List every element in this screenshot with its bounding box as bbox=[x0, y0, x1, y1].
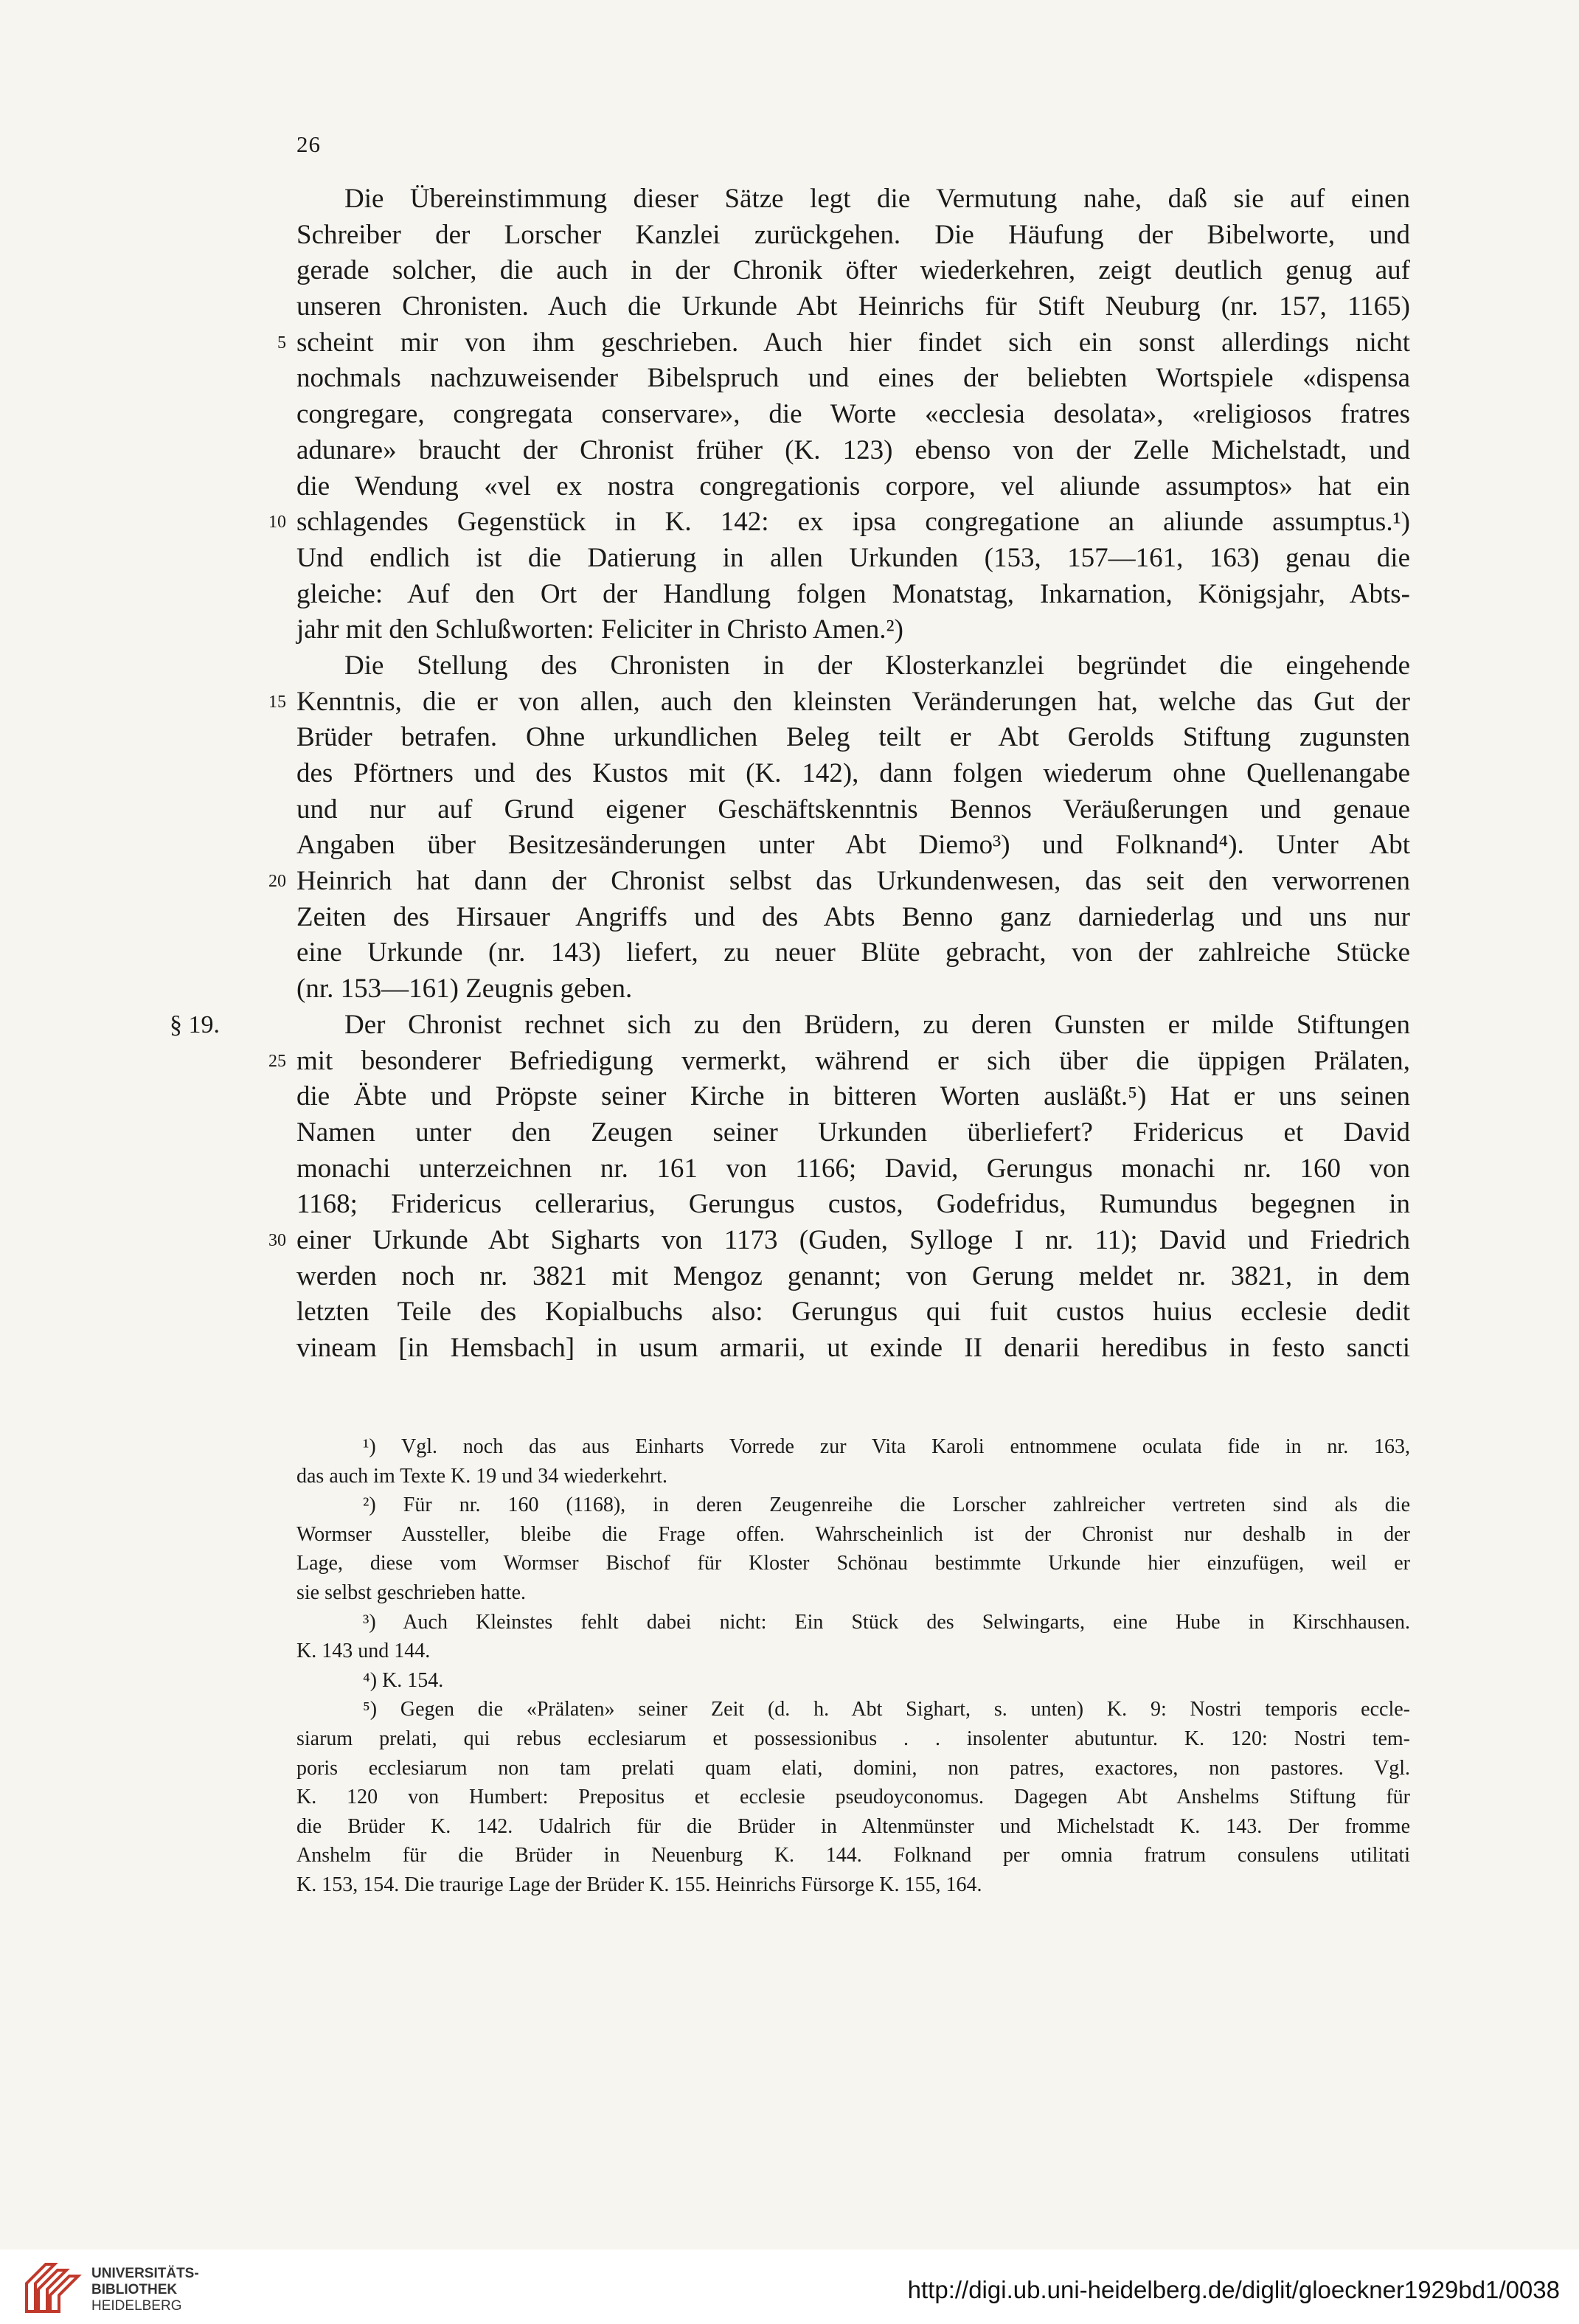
text-line bbox=[296, 253, 1410, 289]
line-text: Zeiten des Hirsauer Angriffs und des Abts Benno ganz darniederlag und uns nur bbox=[296, 901, 1410, 932]
line-number: 25 bbox=[268, 1051, 286, 1071]
text-line bbox=[296, 397, 1410, 433]
text-line bbox=[296, 541, 1410, 577]
footnote-line: Lage, diese vom Wormser Bischof für Kloster Schönau bestimmte Urkunde hier einzufügen, weil er bbox=[296, 1552, 1410, 1575]
line-text: gleiche: Auf den Ort der Handlung folgen Monatstag, Inkarnation, Königsjahr, Abts- bbox=[296, 578, 1410, 609]
line-text: gerade solcher, die auch in der Chronik öfter wiederkehren, zeigt deutlich genug auf bbox=[296, 255, 1410, 286]
library-name bbox=[91, 2266, 199, 2314]
text-line bbox=[296, 433, 1410, 469]
line-text: werden noch nr. 3821 mit Mengoz genannt; von Gerung meldet nr. 3821, in dem bbox=[296, 1260, 1410, 1291]
source-url[interactable]: http://digi.ub.uni-heidelberg.de/diglit/gloeckner1929bd1/0038 bbox=[907, 2276, 1560, 2303]
text-line bbox=[296, 1151, 1410, 1187]
text-line bbox=[296, 1259, 1410, 1295]
text-line bbox=[296, 612, 1410, 648]
footnote-line: ¹) Vgl. noch das aus Einharts Vorrede zur Vita Karoli entnommene oculata fide in nr. 163, bbox=[363, 1435, 1410, 1458]
body-text bbox=[170, 181, 1410, 1367]
text-line bbox=[296, 181, 1410, 218]
text-line bbox=[296, 720, 1410, 756]
text-line bbox=[296, 289, 1410, 325]
line-text: vineam [in Hemsbach] in usum armarii, ut exinde II denarii heredibus in festo sancti bbox=[296, 1333, 1410, 1363]
text-line bbox=[296, 1079, 1410, 1115]
text-line bbox=[296, 935, 1410, 971]
footnote-line: Anshelm für die Brüder in Neuenburg K. 144. Folknand per omnia fratrum consulens utilitati bbox=[296, 1844, 1410, 1867]
text-line bbox=[296, 900, 1410, 936]
text-line bbox=[296, 469, 1410, 505]
text-line bbox=[296, 1187, 1410, 1223]
line-text: Heinrich hat dann der Chronist selbst das Urkundenwesen, das seit den verworrenen bbox=[296, 866, 1410, 897]
line-text: Namen unter den Zeugen seiner Urkunden überliefert? Fridericus et David bbox=[296, 1117, 1410, 1148]
line-number: 15 bbox=[268, 692, 286, 712]
text-line bbox=[296, 648, 1410, 684]
line-text: Die Stellung des Chronisten in der Klosterkanzlei begründet die eingehende bbox=[344, 650, 1410, 681]
page-number: 26 bbox=[296, 131, 321, 157]
line-number: 5 bbox=[277, 333, 286, 353]
text-line bbox=[296, 971, 1410, 1007]
text-line bbox=[170, 1007, 1410, 1044]
library-name-line3: HEIDELBERG bbox=[91, 2298, 182, 2314]
ub-heidelberg-logo-icon bbox=[21, 2258, 86, 2317]
line-text: Der Chronist rechnet sich zu den Brüdern, zu deren Gunsten er milde Stiftungen bbox=[344, 1009, 1410, 1040]
line-text: 1168; Fridericus cellerarius, Gerungus custos, Godefridus, Rumundus begegnen in bbox=[296, 1189, 1410, 1220]
line-text: unseren Chronisten. Auch die Urkunde Abt Heinrichs für Stift Neuburg (nr. 157, 1165) bbox=[296, 291, 1410, 322]
line-text: schlagendes Gegenstück in K. 142: ex ipsa congregatione an aliunde assumptus.¹) bbox=[296, 507, 1410, 538]
section-mark: § 19. bbox=[170, 1010, 220, 1038]
library-name-line1: UNIVERSITÄTS- bbox=[91, 2266, 199, 2281]
footnote-line: K. 153, 154. Die traurige Lage der Brüder K. 155. Heinrichs Fürsorge K. 155, 164. bbox=[296, 1873, 982, 1896]
line-text: monachi unterzeichnen nr. 161 von 1166; David, Gerungus monachi nr. 160 von bbox=[296, 1153, 1410, 1184]
text-line bbox=[296, 756, 1410, 792]
text-line bbox=[268, 504, 1410, 541]
footnote-line: das auch im Texte K. 19 und 34 wiederkehrt. bbox=[296, 1464, 667, 1488]
footnote-line: ³) Auch Kleinstes fehlt dabei nicht: Ein Stück des Selwingarts, eine Hube in Kirschhausen. bbox=[363, 1610, 1410, 1634]
footnote-line: siarum prelati, qui rebus ecclesiarum et possessionibus . . insolenter abutuntur. K. 120: Nostri tem- bbox=[296, 1727, 1410, 1750]
text-line bbox=[296, 218, 1410, 254]
line-text: Kenntnis, die er von allen, auch den kleinsten Veränderungen hat, welche das Gut der bbox=[296, 686, 1410, 717]
line-text: des Pförtners und des Kustos mit (K. 142), dann folgen wiederum ohne Quellenangabe bbox=[296, 758, 1410, 788]
footnote-line: sie selbst geschrieben hatte. bbox=[296, 1581, 527, 1604]
line-text: und nur auf Grund eigener Geschäftskenntnis Bennos Veräußerungen und genaue bbox=[296, 794, 1410, 825]
line-text: Angaben über Besitzesänderungen unter Abt Diemo³) und Folknand⁴). Unter Abt bbox=[296, 830, 1410, 861]
footnote-line: poris ecclesiarum non tam prelati quam elati, domini, non patres, exactores, non pastores. Vgl. bbox=[296, 1756, 1410, 1780]
line-text: die Äbte und Pröpste seiner Kirche in bitteren Worten ausläßt.⁵) Hat er uns seinen bbox=[296, 1081, 1410, 1112]
line-text: Schreiber der Lorscher Kanzlei zurückgehen. Die Häufung der Bibelworte, und bbox=[296, 219, 1410, 250]
line-number: 20 bbox=[268, 872, 286, 892]
text-line bbox=[268, 864, 1410, 900]
footnote-line: K. 120 von Humbert: Prepositus et ecclesie pseudoyconomus. Dagegen Abt Anshelms Stiftung für bbox=[296, 1786, 1410, 1809]
footnote-line: ⁵) Gegen die «Prälaten» seiner Zeit (d. h. Abt Sighart, s. unten) K. 9: Nostri temporis eccle- bbox=[363, 1698, 1410, 1721]
line-text: einer Urkunde Abt Sigharts von 1173 (Guden, Sylloge I nr. 11); David und Friedrich bbox=[296, 1224, 1410, 1255]
text-line bbox=[268, 684, 1410, 721]
line-number: 30 bbox=[268, 1230, 286, 1250]
footnote-line: die Brüder K. 142. Udalrich für die Brüder in Altenmünster und Michelstadt K. 143. Der fromme bbox=[296, 1814, 1410, 1838]
text-line bbox=[268, 1223, 1410, 1259]
line-text: congregare, congregata conservare», die Worte «ecclesia desolata», «religiosos fratres bbox=[296, 399, 1410, 430]
line-text: letzten Teile des Kopialbuchs also: Gerungus qui fuit custos huius ecclesie dedit bbox=[296, 1297, 1410, 1328]
text-line bbox=[296, 1115, 1410, 1151]
footnote-line: K. 143 und 144. bbox=[296, 1640, 431, 1663]
footnote-line: ²) Für nr. 160 (1168), in deren Zeugenreihe die Lorscher zahlreicher vertreten sind als die bbox=[363, 1494, 1410, 1517]
text-line bbox=[296, 792, 1410, 828]
line-text: eine Urkunde (nr. 143) liefert, zu neuer Blüte gebracht, von der zahlreiche Stücke bbox=[296, 937, 1410, 968]
text-line bbox=[296, 1294, 1410, 1331]
line-text: Brüder betrafen. Ohne urkundlichen Beleg teilt er Abt Gerolds Stiftung zugunsten bbox=[296, 722, 1410, 753]
line-text: die Wendung «vel ex nostra congregationis corpore, vel aliunde assumptos» hat ein bbox=[296, 471, 1410, 502]
footnote-line: Wormser Aussteller, bleibe die Frage offen. Wahrscheinlich ist der Chronist nur deshalb in der bbox=[296, 1522, 1410, 1546]
footnotes bbox=[296, 1432, 1410, 1900]
text-line bbox=[296, 828, 1410, 864]
text-line bbox=[277, 325, 1410, 361]
text-line bbox=[296, 361, 1410, 397]
text-line bbox=[296, 577, 1410, 613]
text-line bbox=[296, 1331, 1410, 1367]
line-text: jahr mit den Schlußworten: Feliciter in Christo Amen.²) bbox=[296, 614, 903, 645]
text-line bbox=[268, 1044, 1410, 1080]
footnote-line: ⁴) K. 154. bbox=[363, 1668, 444, 1692]
line-text: Und endlich ist die Datierung in allen Urkunden (153, 157—161, 163) genau die bbox=[296, 542, 1410, 573]
library-name-line2: BIBLIOTHEK bbox=[91, 2282, 178, 2297]
line-text: Die Übereinstimmung dieser Sätze legt die Vermutung nahe, daß sie auf einen bbox=[344, 184, 1410, 214]
line-text: mit besonderer Befriedigung vermerkt, während er sich über die üppigen Prälaten, bbox=[296, 1045, 1410, 1076]
line-number: 10 bbox=[268, 513, 286, 533]
line-text: scheint mir von ihm geschrieben. Auch hier findet sich ein sonst allerdings nicht bbox=[296, 327, 1410, 358]
line-text: adunare» braucht der Chronist früher (K. 123) ebenso von der Zelle Michelstadt, und bbox=[296, 434, 1410, 465]
line-text: (nr. 153—161) Zeugnis geben. bbox=[296, 974, 633, 1005]
line-text: nochmals nachzuweisender Bibelspruch und eines der beliebten Wortspiele «dispensa bbox=[296, 363, 1410, 394]
